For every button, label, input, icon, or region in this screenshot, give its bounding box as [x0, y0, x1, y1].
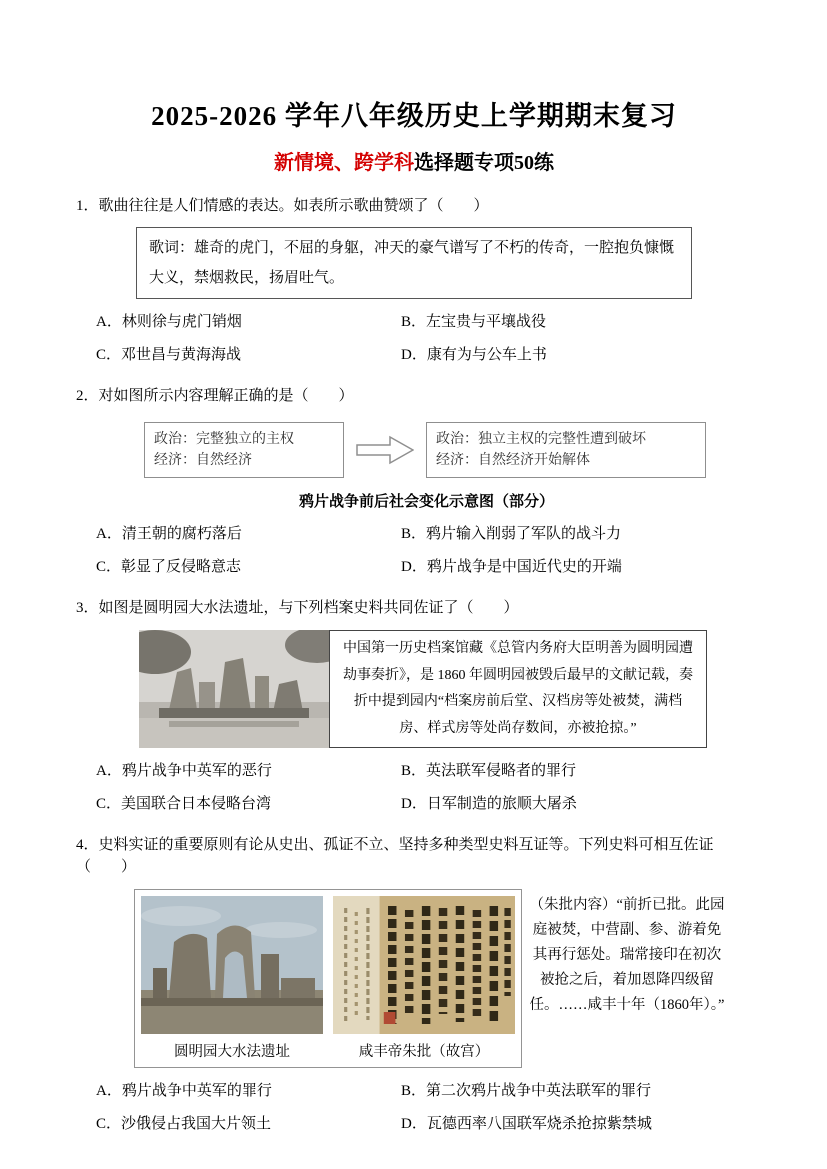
sources-box [134, 889, 522, 1068]
option-1c: C．邓世昌与黄海海战 [96, 347, 242, 363]
ruins-photo-illustration [139, 630, 329, 748]
option-4a: A．鸦片战争中英军的罪行 [96, 1083, 272, 1099]
question-1-stem: 1．歌曲往往是人们情感的表达。如表所示歌曲赞颂了（ ） [76, 198, 489, 214]
ruins-source-cell [141, 896, 323, 1061]
option-2d: D．鸦片战争是中国近代史的开端 [401, 559, 622, 575]
after-politics-line: 政治：独立主权的完整性遭到破坏 [436, 432, 646, 447]
rescript-caption: 咸丰帝朱批（故宫） [358, 1044, 490, 1060]
before-politics-line: 政治：完整独立的主权 [154, 432, 294, 447]
option-4d: D．瓦德西率八国联军烧杀抢掠紫禁城 [401, 1116, 652, 1132]
diagram-before-box [144, 422, 344, 478]
option-4c: C．沙俄侵占我国大片领土 [96, 1116, 272, 1132]
question-3-options [96, 761, 752, 814]
option-3a: A．鸦片战争中英军的恶行 [96, 763, 272, 779]
yuanmingyuan-ruins-color-photo [141, 896, 323, 1034]
question-3-stem: 3．如图是圆明园大水法遗址，与下列档案史料共同佐证了（ ） [76, 600, 519, 616]
question-2-options [96, 524, 752, 577]
exam-title: 2025-2026 学年八年级历史上学期期末复习 [151, 101, 677, 131]
option-2a: A．清王朝的腐朽落后 [96, 526, 242, 542]
after-economy-line: 经济：自然经济开始解体 [436, 453, 590, 468]
rescript-content-text: （朱批内容）“前折已批。此园庭被焚，中营副、参、游着免其再行惩处。瑞常接印在初次被抢之后，着加恩降四级留任。……咸丰十年（1860年）。” [529, 897, 725, 1013]
archive-source-box: 中国第一历史档案馆藏《总管内务府大臣明善为圆明园遭劫事奏折》，是 1860 年圆明园被毁后最早的文献记载，奏折中提到园内“档案房前后堂、汉档房等处被焚，满档房、样式房等处尚存数间，亦被抢掠。” [329, 630, 707, 748]
question-1-options [96, 312, 752, 365]
question-2-stem: 2．对如图所示内容理解正确的是（ ） [76, 388, 354, 404]
option-2b: B．鸦片输入削弱了军队的战斗力 [401, 526, 622, 542]
rescript-source-cell [333, 896, 515, 1061]
question-4-stem: 4．史料实证的重要原则有论从史出、孤证不立、坚持多种类型史料互证等。下列史料可相互佐证（ ） [76, 837, 714, 875]
before-economy-line: 经济：自然经济 [154, 453, 252, 468]
option-3c: C．美国联合日本侵略台湾 [96, 796, 272, 812]
ruins-caption: 圆明园大水法遗址 [174, 1044, 290, 1060]
option-3d: D．日军制造的旅顺大屠杀 [401, 796, 577, 812]
question-4-options [96, 1081, 752, 1134]
question-4-figure [134, 889, 752, 1068]
diagram-caption: 鸦片战争前后社会变化示意图（部分） [298, 494, 554, 510]
subtitle-red-text: 新情境、跨学科 [274, 152, 414, 174]
option-1a: A．林则徐与虎门销烟 [96, 314, 242, 330]
option-2c: C．彰显了反侵略意志 [96, 559, 242, 575]
option-1d: D．康有为与公车上书 [401, 347, 547, 363]
option-1b: B．左宝贵与平壤战役 [401, 314, 547, 330]
question-1 [76, 195, 752, 365]
option-4b: B．第二次鸦片战争中英法联军的罪行 [401, 1083, 652, 1099]
question-2 [76, 385, 752, 577]
question-4 [76, 834, 752, 1134]
subtitle-black-text: 选择题专项50练 [414, 152, 554, 174]
diagram-after-box [426, 422, 706, 478]
question-3 [76, 597, 752, 814]
yuanmingyuan-ruins-bw-photo [139, 630, 329, 748]
question-3-figure [139, 630, 752, 748]
arrow-right-icon [356, 435, 414, 465]
exam-subtitle [76, 146, 752, 175]
option-3b: B．英法联军侵略者的罪行 [401, 763, 577, 779]
opium-war-change-diagram [144, 422, 752, 478]
imperial-rescript-photo [333, 896, 515, 1034]
lyrics-table: 歌词：雄奇的虎门，不屈的身躯，冲天的豪气谱写了不朽的传奇，一腔抱负慷慨大义，禁烟救民，扬眉吐气。 [136, 227, 692, 299]
